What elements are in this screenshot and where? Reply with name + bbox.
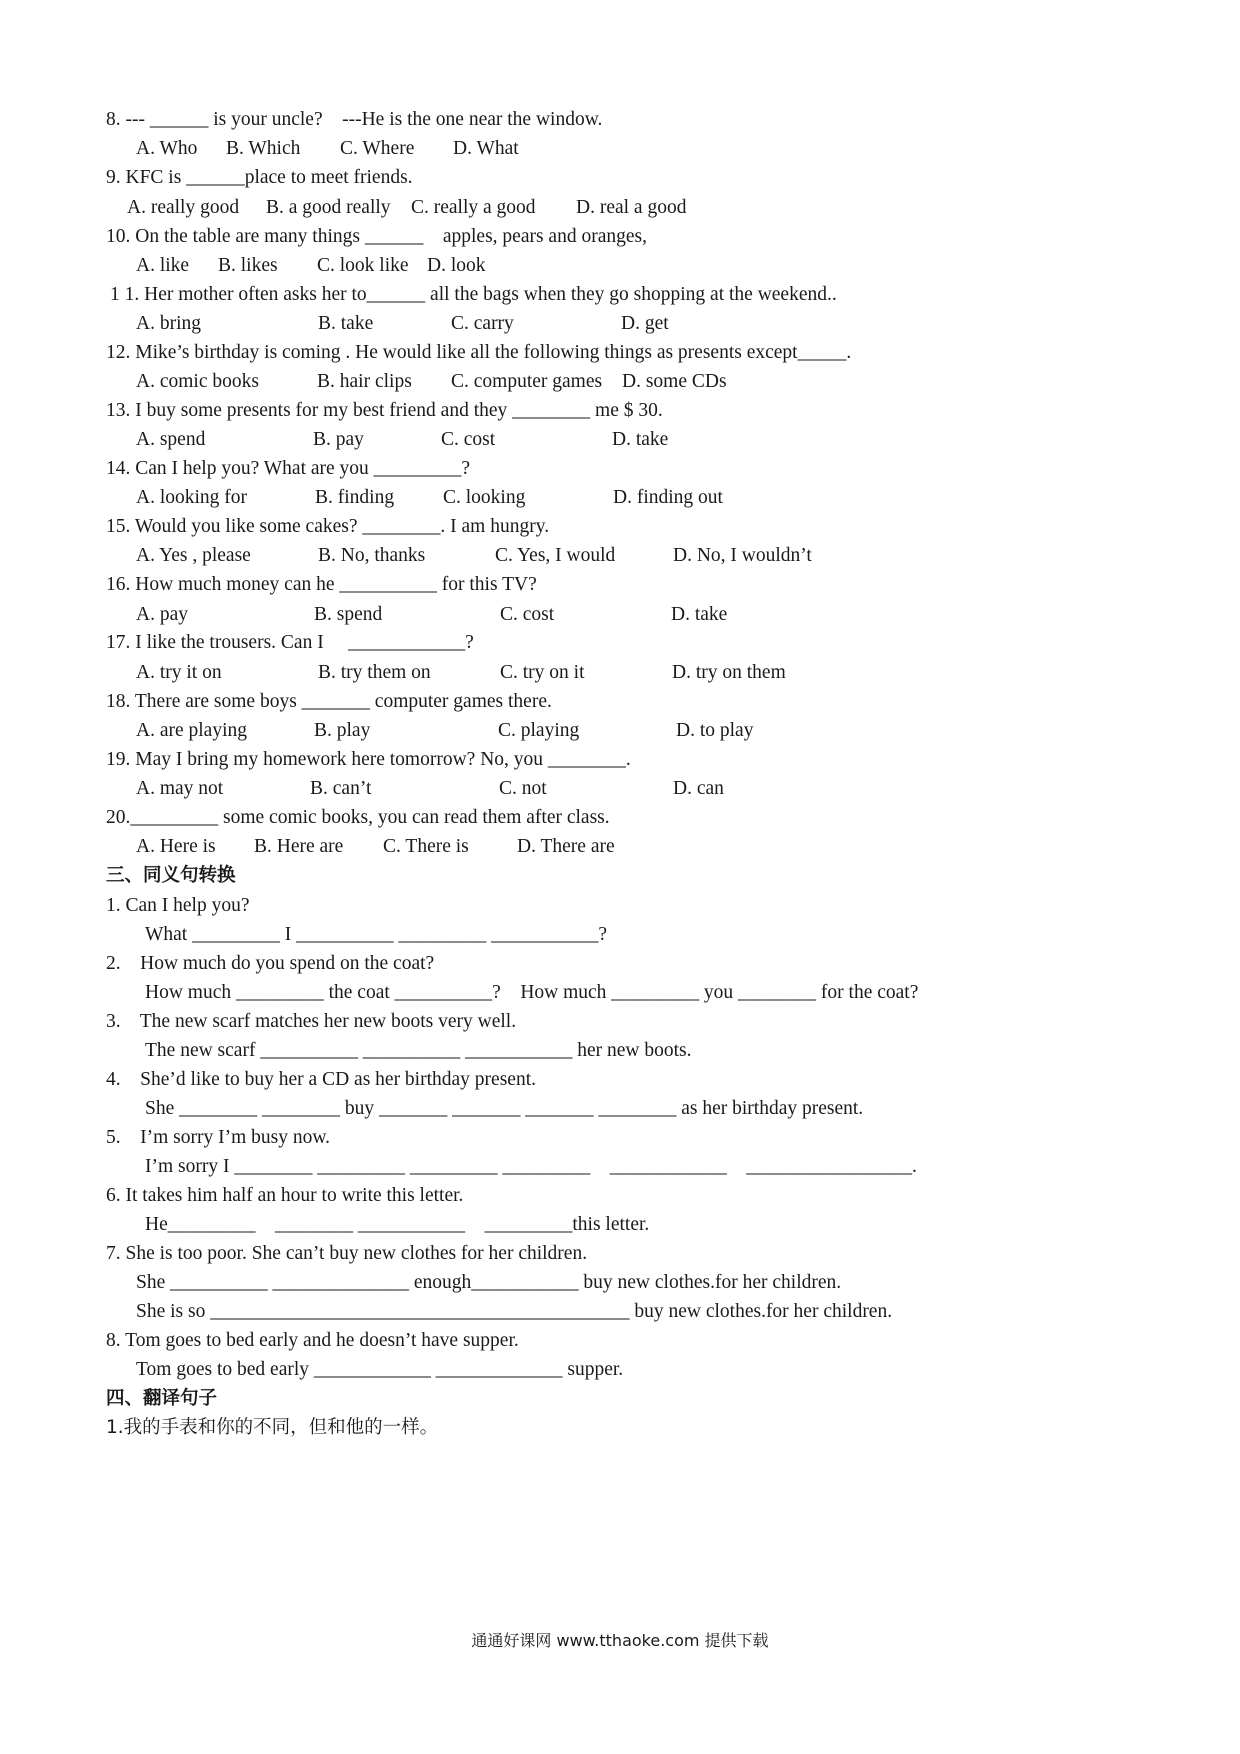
question-10 <box>0 223 647 251</box>
rewrite-blank-line: I’m sorry I ________ _________ _________ _________ ____________ _________________. <box>145 1156 917 1177</box>
option-b: B. try them on <box>318 662 431 683</box>
question-text: 13. I buy some presents for my best friend and they ________ me $ 30. <box>106 400 663 421</box>
rewrite-blank-line: How much _________ the coat __________? How much _________ you ________ for the coat? <box>145 982 919 1003</box>
option-a: A. like <box>136 255 190 276</box>
question-17-options <box>0 659 786 687</box>
question-16-options <box>0 601 728 629</box>
rewrite-6-question <box>0 1182 464 1210</box>
question-text: 18. There are some boys _______ computer games there. <box>106 691 552 712</box>
question-14-options <box>0 484 723 512</box>
rewrite-4-question <box>0 1066 536 1094</box>
rewrite-6-answer <box>0 1211 650 1239</box>
rewrite-text: 4. She’d like to buy her a CD as her birthday present. <box>106 1069 536 1090</box>
question-18 <box>0 688 552 716</box>
rewrite-text: 7. She is too poor. She can’t buy new clothes for her children. <box>106 1243 588 1264</box>
option-b: B. likes <box>218 255 278 276</box>
option-a: A. pay <box>136 604 188 625</box>
option-b: B. finding <box>315 487 395 508</box>
question-15 <box>0 513 550 541</box>
option-c: C. Where <box>340 138 415 159</box>
option-c: C. try on it <box>500 662 585 683</box>
option-d: D. take <box>671 604 728 625</box>
question-text: 20._________ some comic books, you can read them after class. <box>106 807 610 828</box>
question-19-options <box>0 775 724 803</box>
option-d: D. look <box>427 255 486 276</box>
option-b: B. can’t <box>310 778 372 799</box>
question-18-options <box>0 717 754 745</box>
rewrite-blank-line: He_________ ________ ___________ _________this letter. <box>145 1214 650 1235</box>
question-12 <box>0 339 852 367</box>
question-9 <box>0 164 413 192</box>
question-8-options <box>0 135 519 163</box>
option-c: C. cost <box>441 429 496 450</box>
option-c: C. carry <box>451 313 514 334</box>
option-a: A. are playing <box>136 720 248 741</box>
rewrite-1-answer <box>0 921 608 949</box>
option-b: B. take <box>318 313 374 334</box>
option-a: A. Yes , please <box>136 545 251 566</box>
section-title: 三、同义句转换 <box>106 865 236 886</box>
option-c: C. computer games <box>451 371 603 392</box>
option-d: D. There are <box>517 836 615 857</box>
rewrite-blank-line: She is so ___________________________________________ buy new clothes.for her children. <box>136 1301 893 1322</box>
section-4-heading <box>0 1385 218 1413</box>
option-a: A. Here is <box>136 836 216 857</box>
option-d: D. to play <box>676 720 754 741</box>
question-12-options <box>0 368 727 396</box>
option-c: C. not <box>499 778 547 799</box>
option-a: A. comic books <box>136 371 259 392</box>
option-b: B. a good really <box>266 197 391 218</box>
question-13 <box>0 397 663 425</box>
question-11-options <box>0 310 669 338</box>
rewrite-blank-line: She ________ ________ buy _______ _______ _______ ________ as her birthday present. <box>145 1098 864 1119</box>
rewrite-7-answer <box>0 1269 842 1297</box>
rewrite-5-answer <box>0 1153 917 1181</box>
question-19 <box>0 746 631 774</box>
question-text: 19. May I bring my homework here tomorrow? No, you ________. <box>106 749 631 770</box>
option-a: A. looking for <box>136 487 248 508</box>
translate-text: 1.我的手表和你的不同，但和他的一样。 <box>106 1417 439 1438</box>
option-c: C. There is <box>383 836 469 857</box>
question-text: 16. How much money can he __________ for this TV? <box>106 574 537 595</box>
rewrite-text: 2. How much do you spend on the coat? <box>106 953 435 974</box>
page-footer: 通通好课网 www.tthaoke.com 提供下载 <box>471 1631 769 1650</box>
option-d: D. try on them <box>672 662 786 683</box>
translate-1 <box>0 1414 439 1442</box>
rewrite-blank-line: What _________ I __________ _________ ___________? <box>145 924 608 945</box>
option-a: A. may not <box>136 778 224 799</box>
question-15-options <box>0 542 812 570</box>
option-a: A. spend <box>136 429 206 450</box>
rewrite-7-question <box>0 1240 588 1268</box>
question-10-options <box>0 252 486 280</box>
option-b: B. Here are <box>254 836 344 857</box>
rewrite-text: 8. Tom goes to bed early and he doesn’t have supper. <box>106 1330 519 1351</box>
rewrite-4-answer <box>0 1095 864 1123</box>
question-text: 12. Mike’s birthday is coming . He would like all the following things as presents except_____. <box>106 342 852 363</box>
rewrite-text: 1. Can I help you? <box>106 895 250 916</box>
option-d: D. No, I wouldn’t <box>673 545 812 566</box>
rewrite-2-answer <box>0 979 919 1007</box>
option-c: C. playing <box>498 720 580 741</box>
question-text: 8. --- ______ is your uncle? ---He is the one near the window. <box>106 109 603 130</box>
option-d: D. can <box>673 778 724 799</box>
option-b: B. No, thanks <box>318 545 426 566</box>
option-a: A. really good <box>127 197 240 218</box>
option-d: D. some CDs <box>622 371 727 392</box>
option-a: A. Who <box>136 138 198 159</box>
rewrite-5-question <box>0 1124 331 1152</box>
rewrite-text: 5. I’m sorry I’m busy now. <box>106 1127 331 1148</box>
question-text: 1 1. Her mother often asks her to______ all the bags when they go shopping at the weekend.. <box>110 284 837 305</box>
question-text: 15. Would you like some cakes? ________. I am hungry. <box>106 516 550 537</box>
rewrite-8-question <box>0 1327 519 1355</box>
question-text: 9. KFC is ______place to meet friends. <box>106 167 413 188</box>
question-text: 14. Can I help you? What are you _________? <box>106 458 471 479</box>
rewrite-1-question <box>0 892 250 920</box>
option-b: B. play <box>314 720 371 741</box>
option-b: B. Which <box>226 138 301 159</box>
rewrite-3-question <box>0 1008 517 1036</box>
rewrite-blank-line: She __________ ______________ enough___________ buy new clothes.for her children. <box>136 1272 842 1293</box>
rewrite-text: 6. It takes him half an hour to write this letter. <box>106 1185 464 1206</box>
question-text: 17. I like the trousers. Can I ____________? <box>106 632 474 653</box>
option-c: C. look like <box>317 255 409 276</box>
rewrite-2-question <box>0 950 435 978</box>
option-d: D. get <box>621 313 669 334</box>
option-b: B. hair clips <box>317 371 412 392</box>
question-17 <box>0 629 474 657</box>
rewrite-text: 3. The new scarf matches her new boots very well. <box>106 1011 517 1032</box>
question-11 <box>0 281 837 309</box>
option-c: C. looking <box>443 487 526 508</box>
question-8 <box>0 106 603 134</box>
option-b: B. pay <box>313 429 364 450</box>
question-9-options <box>0 194 687 222</box>
option-d: D. What <box>453 138 519 159</box>
option-d: D. finding out <box>613 487 723 508</box>
option-d: D. take <box>612 429 669 450</box>
rewrite-8-answer <box>0 1356 624 1384</box>
option-b: B. spend <box>314 604 383 625</box>
option-d: D. real a good <box>576 197 687 218</box>
section-title: 四、翻译句子 <box>106 1388 218 1409</box>
question-20-options <box>0 833 615 861</box>
option-a: A. try it on <box>136 662 222 683</box>
rewrite-3-answer <box>0 1037 692 1065</box>
option-c: C. Yes, I would <box>495 545 616 566</box>
option-c: C. really a good <box>411 197 536 218</box>
question-13-options <box>0 426 669 454</box>
rewrite-blank-line: The new scarf __________ __________ ___________ her new boots. <box>145 1040 692 1061</box>
question-text: 10. On the table are many things ______ apples, pears and oranges, <box>106 226 647 247</box>
rewrite-7-answer-2 <box>0 1298 893 1326</box>
section-3-heading <box>0 862 236 890</box>
question-14 <box>0 455 471 483</box>
option-c: C. cost <box>500 604 555 625</box>
question-16 <box>0 571 537 599</box>
rewrite-blank-line: Tom goes to bed early ____________ _____________ supper. <box>136 1359 624 1380</box>
question-20 <box>0 804 610 832</box>
option-a: A. bring <box>136 313 201 334</box>
